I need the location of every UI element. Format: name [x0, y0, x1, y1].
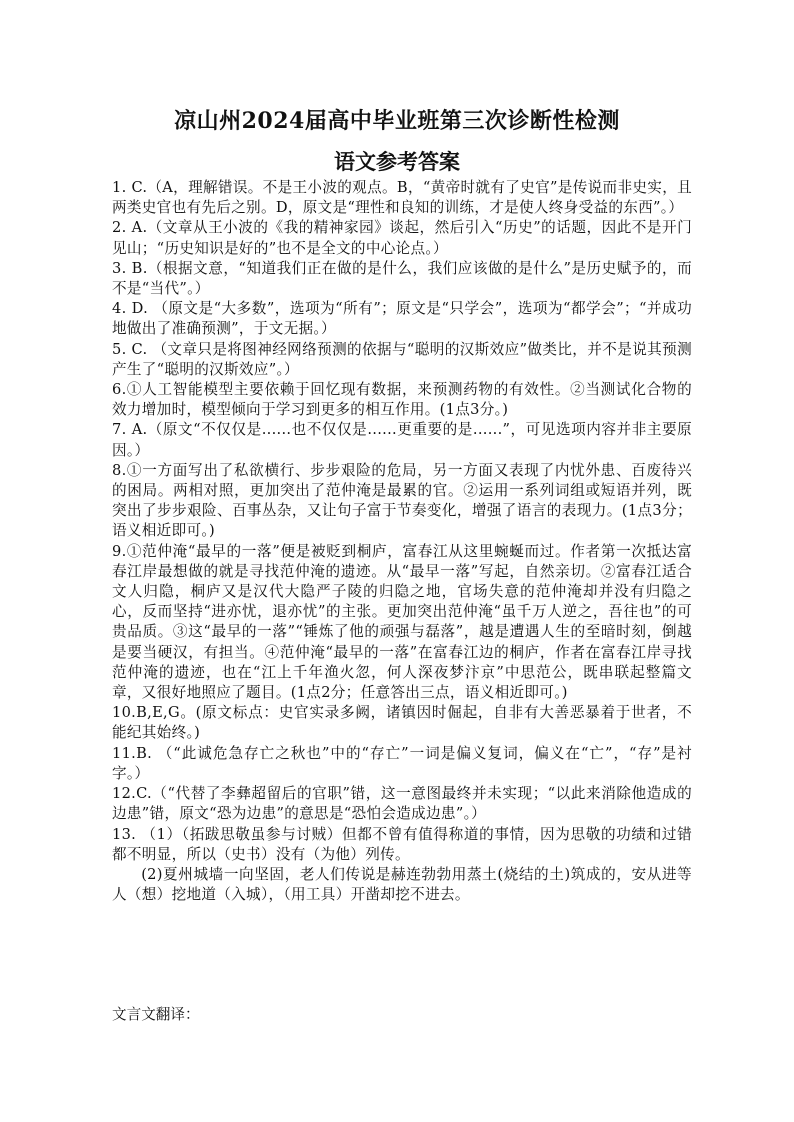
answer-item: 2. A.（文章从王小波的《我的精神家园》谈起，然后引入“历史”的话题，因此不是开门见山；“历史知识是好的”也不是全文的中心论点。）	[112, 219, 692, 257]
answer-item: 11.B. （“此诚危急存亡之秋也”中的“存亡”一词是偏义复词，偏义在“亡”，“存”是衬字。）	[112, 744, 692, 782]
answer-item: 10.B,E,G。(原文标点：史官实录多阙，诸镇因时倔起，自非有大善恶暴着于世者，不能纪其始终。)	[112, 704, 692, 742]
answer-item: 8.①一方面写出了私欲横行、步步艰险的危局，另一方面又表现了内忧外患、百废待兴的困局。两相对照，更加突出了范仲淹是最累的官。②运用一系列词组或短语并列，既突出了步步艰险、百事丛杂，又让句子富于节奏变化，增强了语言的表现力。(1点3分；语义相近即可。)	[112, 461, 692, 540]
answer-item: 6.①人工智能模型主要依赖于回忆现有数据，来预测药物的有效性。②当测试化合物的效力增加时，模型倾向于学习到更多的相互作用。(1点3分。)	[112, 381, 692, 419]
answer-item-13-2: (2)夏州城墙一向坚固，老人们传说是赫连勃勃用蒸土(烧结的土)筑成的，安从进等人（想）挖地道（入城），（用工具）开凿却挖不进去。	[112, 865, 692, 904]
answer-item: 4. D. （原文是“大多数”，选项为“所有”；原文是“只学会”，选项为“都学会”；“并成功地做出了准确预测”，于文无据。）	[112, 300, 692, 338]
answer-list	[112, 178, 692, 905]
answer-item: 12.C.（“代替了李彝超留后的官职”错，这一意图最终并未实现；“以此来消除他造成的边患”错，原文“恐为边患”的意思是“恐怕会造成边患”。）	[112, 785, 692, 823]
translation-label: 文言文翻译：	[112, 1006, 200, 1023]
answer-item: 13. （1）（拓跋思敬虽参与讨贼）但都不曾有值得称道的事情，因为思敬的功绩和过错都不明显，所以（史书）没有（为他）列传。	[112, 825, 692, 863]
answer-item: 3. B.（根据文意，“知道我们正在做的是什么，我们应该做的是什么”是历史赋予的，而不是“当代”。）	[112, 259, 692, 298]
answer-item: 5. C. （文章只是将图神经网络预测的依据与“聪明的汉斯效应”做类比，并不是说其预测产生了“聪明的汉斯效应”。）	[112, 340, 692, 378]
answer-item: 9.①范仲淹“最早的一落”便是被贬到桐庐，富春江从这里蜿蜒而过。作者第一次抵达富春江岸最想做的就是寻找范仲淹的遗迹。从“最早一落”写起，自然亲切。②富春江适合文人归隐，桐庐又是汉代大隐严子陵的归隐之地，官场失意的范仲淹却并没有归隐之心，反而坚持“进亦忧，退亦忧”的主张。更加突出范仲淹“虽千万人逆之，吾往也”的可贵品质。③这“最早的一落”“锤炼了他的顽强与磊落”，越是遭遇人生的至暗时刻，倒越是要当硬汉，有担当。④范仲淹“最早的一落”在富春江边的桐庐，作者在富春江岸寻找范仲淹的遗迹，也在“江上千年渔火忽，何人深夜梦汴京”中思范公，既串联起整篇文章，又很好地照应了题目。(1点2分；任意答出三点，语义相近即可。)	[112, 542, 692, 702]
answer-item: 1. C.（A，理解错误。不是王小波的观点。B，“黄帝时就有了史官”是传说而非史实，且两类史官也有先后之别。D，原文是“理性和良知的训练，才是使人终身受益的东西”。）	[112, 179, 692, 217]
answer-item: 7. A.（原文“不仅仅是......也不仅仅是......更重要的是......”，可见选项内容并非主要原因。）	[112, 421, 692, 459]
answer-key-subtitle: 语文参考答案	[334, 149, 460, 174]
exam-title: 凉山州2024届高中毕业班第三次诊断性检测	[174, 108, 620, 134]
